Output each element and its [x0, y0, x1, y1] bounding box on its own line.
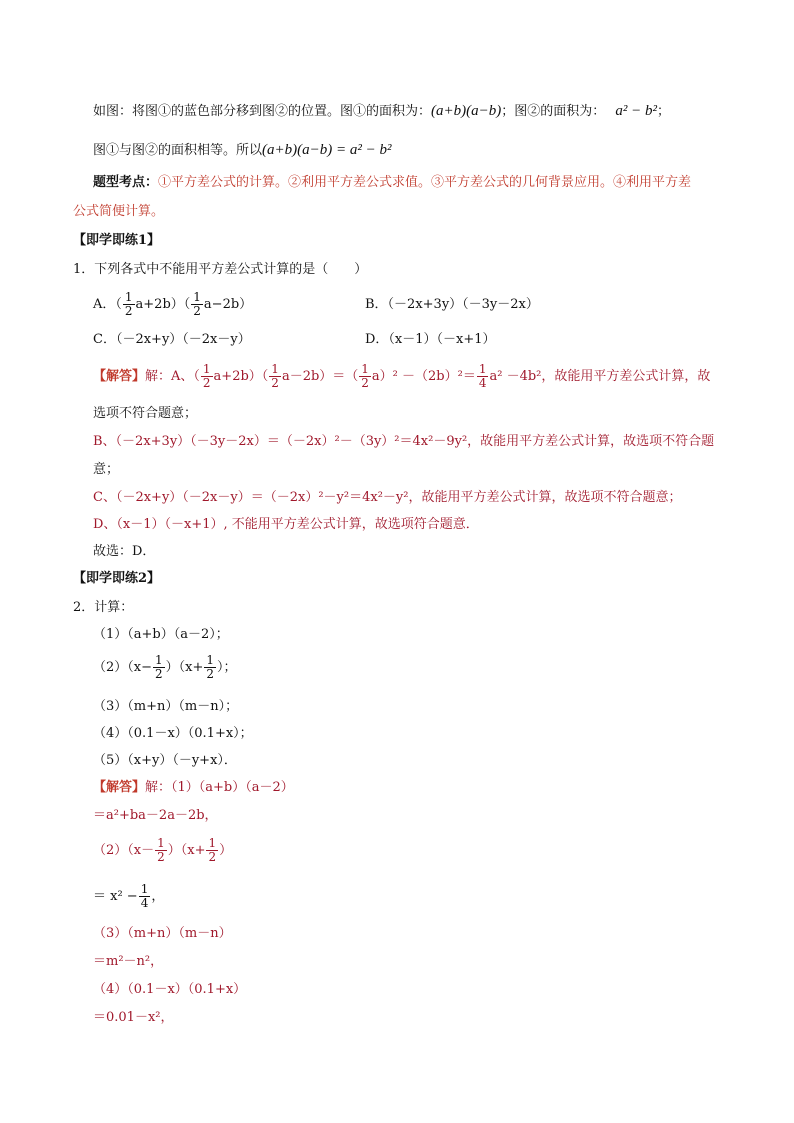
- identity-expr: (a+b)(a−b) = a² − b²: [262, 142, 392, 158]
- practice2-header: 【即学即练2】: [73, 571, 161, 586]
- practice1-question: 1．下列各式中不能用平方差公式计算的是（ ）: [73, 262, 368, 277]
- fraction-quarter: $\frac{1}{4}$: [478, 362, 487, 390]
- area-expr-fig2: a² − b²: [615, 103, 658, 119]
- practice2-q4: （4）（0.1－x）（0.1+x）；: [93, 726, 253, 741]
- intro-text-2a: 图①与图②的面积相等。所以: [93, 143, 263, 158]
- practice2-answer-3-result: ＝m²－n²，: [93, 954, 164, 969]
- intro-line-2: [93, 140, 391, 161]
- intro-text-1a: 如图：将图①的蓝色部分移到图②的位置。图①的面积为：: [93, 104, 432, 119]
- fraction-half: $\frac{1}{2}$: [155, 653, 163, 681]
- practice1-answer-a: 【解答】解：A、（ $\frac{1}{2}$ a+2b）（ $\frac{1}{2}$ a－2b）＝（ $\frac{1}{2}$ a）² －（2b）²＝ $\frac{1}{4}$ a² －4b²，故能用平方差公式计算，故: [93, 362, 711, 390]
- kaodian-label: 题型考点：: [93, 175, 159, 190]
- fraction-half: $\frac{1}{2}$: [208, 836, 217, 864]
- fraction-half: $\frac{1}{2}$: [271, 362, 279, 390]
- option-b: B．（－2x+3y）（－3y－2x）: [365, 297, 539, 312]
- kaodian-text-1: ①平方差公式的计算。②利用平方差公式求值。③平方差公式的几何背景应用。④利用平方差: [158, 175, 692, 190]
- practice2-answer-2: （2）（x－ $\frac{1}{2}$ ）（x+ $\frac{1}{2}$ ）: [93, 836, 233, 864]
- practice1-answer-b: B、（－2x+3y）（－3y－2x）＝（－2x）²－（3y）²＝4x²－9y²，故能用平方差公式计算，故选项不符合题: [93, 434, 715, 449]
- practice1-final: 故选：D．: [93, 544, 156, 559]
- practice2-q2: （2）（x− $\frac{1}{2}$ ）（x+ $\frac{1}{2}$ ）；: [93, 653, 237, 681]
- practice2-answer-4-result: ＝0.01－x²，: [93, 1010, 174, 1025]
- practice1-answer-a-cont: 选项不符合题意；: [93, 406, 198, 421]
- practice1-answer-c: C、（－2x+y）（－2x－y）＝（－2x）²－y²＝4x²－y²，故能用平方差公式计算，故选项不符合题意；: [93, 490, 682, 505]
- practice2-question: 2．计算：: [73, 600, 134, 615]
- practice2-answer-1: 【解答】解：（1）（a+b）（a－2）: [93, 780, 294, 795]
- intro-text-1b: 图②的面积为：: [514, 104, 606, 119]
- semicolon: ；: [501, 104, 515, 119]
- practice2-answer-4: （4）（0.1－x）（0.1+x）: [93, 982, 247, 997]
- kaodian-line-1: [93, 173, 691, 193]
- practice1-answer-d: D、（x－1）（－x+1）, 不能用平方差公式计算，故选项符合题意．: [93, 517, 479, 532]
- option-d: D．（x－1）（－x+1）: [365, 332, 496, 347]
- fraction-half: $\frac{1}{2}$: [157, 836, 165, 864]
- practice2-answer-1-result: ＝a²+ba－2a－2b，: [93, 808, 218, 823]
- practice2-answer-2-result: ＝ x² − $\frac{1}{4}$ ，: [93, 882, 165, 910]
- practice1-answer-b-cont: 意；: [93, 462, 120, 477]
- practice2-answer-3: （3）（m+n）（m－n）: [93, 926, 232, 941]
- fraction-half: $\frac{1}{2}$: [361, 362, 369, 390]
- answer-tag: 【解答】: [93, 780, 146, 795]
- option-a: A．（ $\frac{1}{2}$ a+2b）（ $\frac{1}{2}$ a−2b）: [93, 290, 253, 318]
- intro-line-1: 如图：将图①的蓝色部分移到图②的位置。图①的面积为：(a+b)(a−b)；图②的面积为： a² − b²；: [93, 103, 671, 119]
- fraction-half: $\frac{1}{2}$: [193, 290, 201, 318]
- practice1-header: 【即学即练1】: [73, 233, 161, 248]
- fraction-half: $\frac{1}{2}$: [202, 362, 211, 390]
- fraction-half: $\frac{1}{2}$: [206, 653, 215, 681]
- fraction-quarter: $\frac{1}{4}$: [140, 882, 149, 910]
- practice2-q5: （5）（x+y）（－y+x）．: [93, 753, 237, 768]
- practice2-q3: （3）（m+n）（m－n）；: [93, 699, 239, 714]
- fraction-half: $\frac{1}{2}$: [124, 290, 133, 318]
- practice2-q1: （1）（a+b）（a－2）；: [93, 627, 229, 642]
- kaodian-line-2: 公式简便计算。: [73, 204, 165, 219]
- answer-tag: 【解答】: [93, 369, 146, 384]
- option-c: C．（－2x+y）（－2x－y）: [93, 332, 251, 347]
- area-expr-fig1: (a+b)(a−b): [431, 103, 502, 119]
